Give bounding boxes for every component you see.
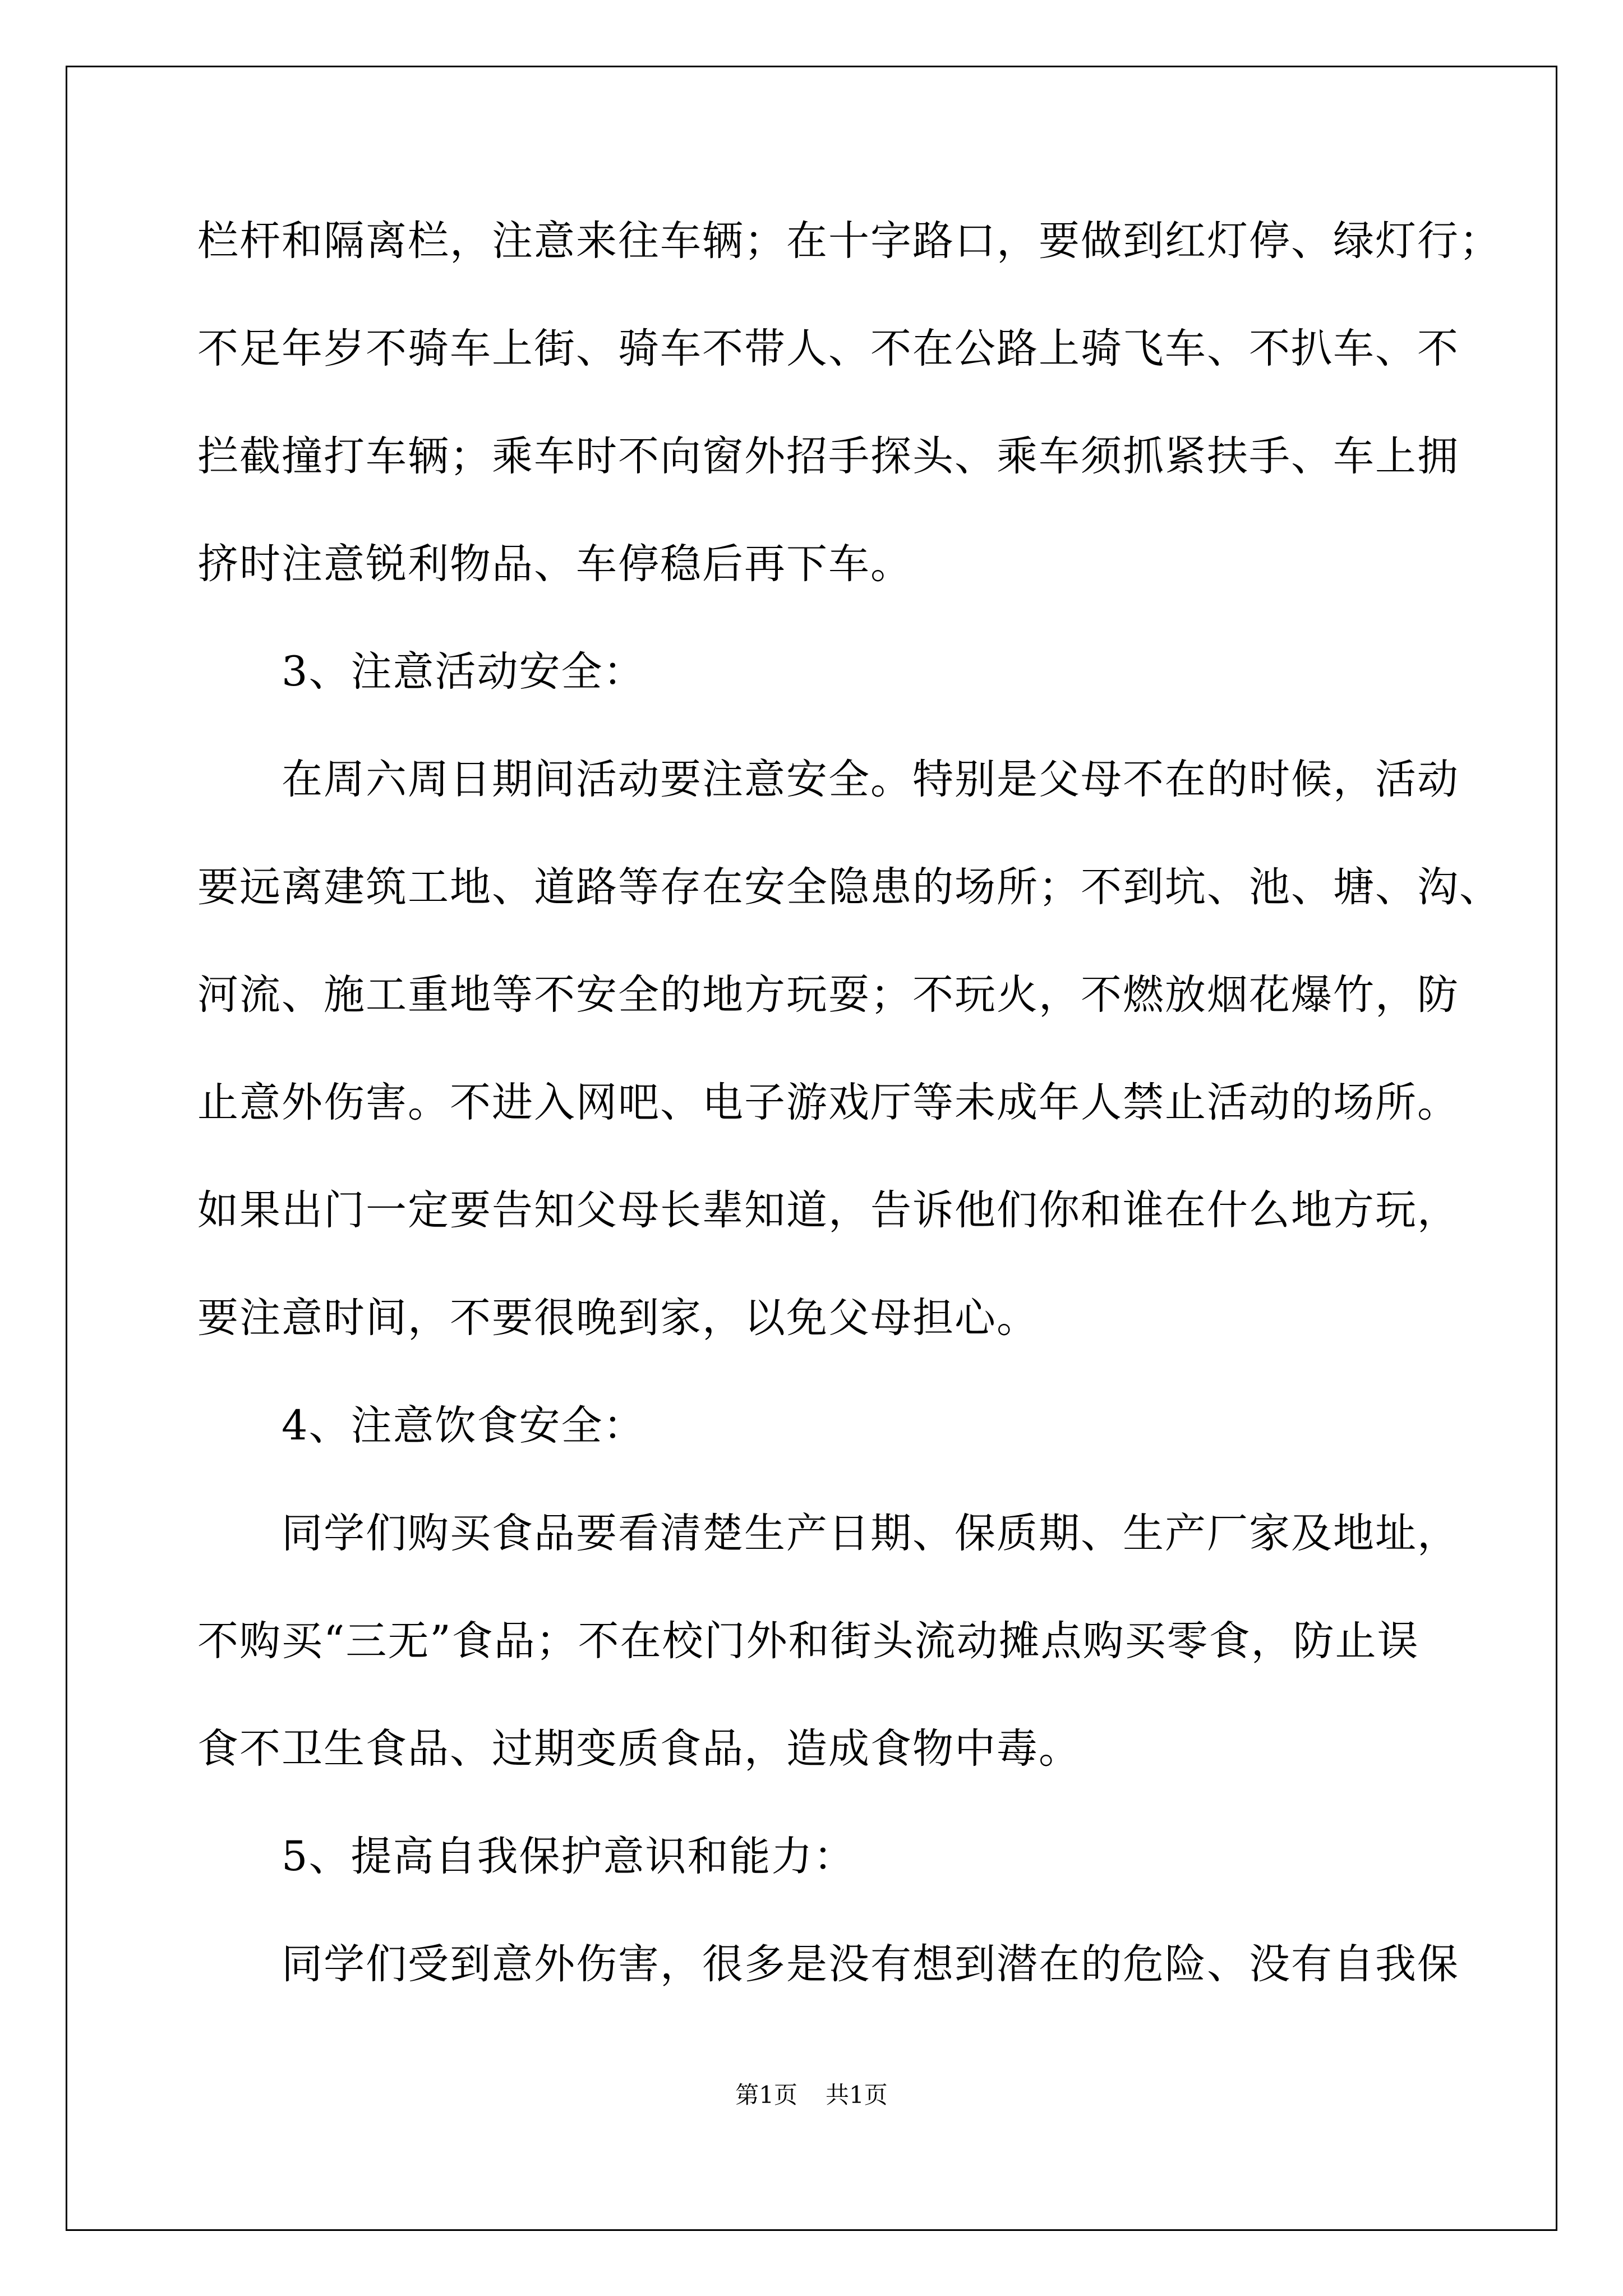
- text-line-14: 不购买“三无”食品；不在校门外和街头流动摊点购买零食，防止误: [197, 1617, 1419, 1665]
- text-line-11: 要注意时间，不要很晚到家，以免父母担心。: [197, 1294, 1039, 1342]
- text-line-10: 如果出门一定要告知父母长辈知道，告诉他们你和谁在什么地方玩，: [197, 1186, 1459, 1234]
- page-border: [66, 66, 1557, 2231]
- page-footer: [0, 2078, 1623, 2112]
- text-line-3: 拦截撞打车辆；乘车时不向窗外招手探头、乘车须抓紧扶手、车上拥: [197, 432, 1459, 480]
- text-line-7: 要远离建筑工地、道路等存在安全隐患的场所；不到坑、池、塘、沟、: [197, 863, 1501, 911]
- text-line-13: 同学们购买食品要看清楚生产日期、保质期、生产厂家及地址，: [282, 1510, 1459, 1557]
- text-line-9: 止意外伤害。不进入网吧、电子游戏厅等未成年人禁止活动的场所。: [197, 1079, 1459, 1126]
- text-line-8: 河流、施工重地等不安全的地方玩耍；不玩火，不燃放烟花爆竹，防: [197, 971, 1459, 1019]
- text-line-15: 食不卫生食品、过期变质食品，造成食物中毒。: [197, 1725, 1081, 1773]
- page-number-current: 第1页: [735, 2081, 797, 2109]
- page-number-total: 共1页: [826, 2081, 888, 2109]
- section-heading-4: 4、注意饮食安全：: [282, 1402, 645, 1450]
- section-heading-3: 3、注意活动安全：: [282, 648, 645, 696]
- text-line-6: 在周六周日期间活动要注意安全。特别是父母不在的时候，活动: [282, 756, 1459, 803]
- text-line-1: 栏杆和隔离栏，注意来往车辆；在十字路口，要做到红灯停、绿灯行；: [197, 217, 1501, 265]
- text-line-17: 同学们受到意外伤害，很多是没有想到潜在的危险、没有自我保: [282, 1940, 1459, 1988]
- text-line-4: 挤时注意锐利物品、车停稳后再下车。: [197, 540, 912, 588]
- section-heading-5: 5、提高自我保护意识和能力：: [282, 1833, 856, 1880]
- text-line-2: 不足年岁不骑车上街、骑车不带人、不在公路上骑飞车、不扒车、不: [197, 325, 1459, 372]
